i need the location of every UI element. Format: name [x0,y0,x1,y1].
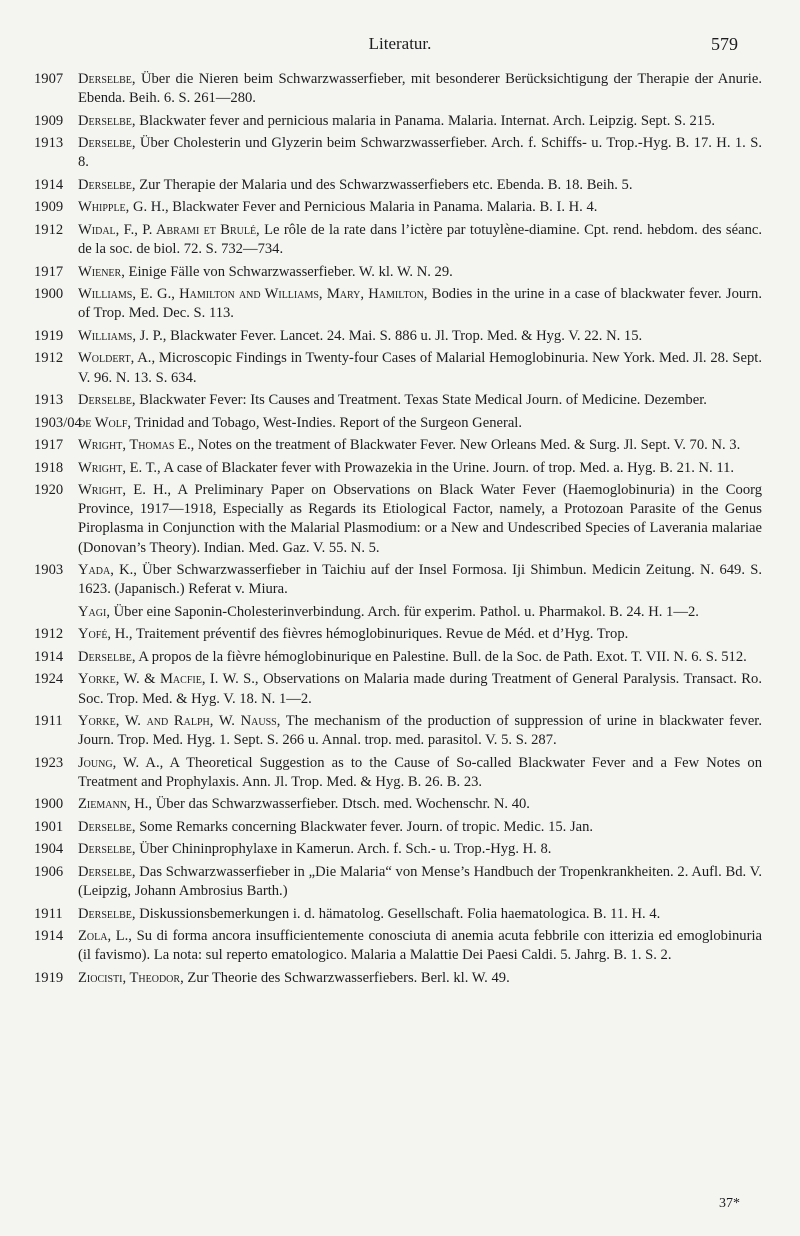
bibliography-entry [34,436,762,455]
running-title: Literatur. [368,34,432,53]
bibliography-list [34,70,762,991]
entry-author: Derselbe, [78,818,136,835]
bibliography-entry [34,221,762,259]
bibliography-entry [34,391,762,410]
entry-year: 1917 [34,263,64,280]
entry-author: Derselbe, [78,648,136,665]
bibliography-entry [34,927,762,965]
entry-year: 1914 [34,928,64,945]
bibliography-entry [34,198,762,217]
entry-text: Blackwater Fever. Lancet. 24. Mai. S. 886 u. Jl. Trop. Med. & Hyg. V. 22. N. 15. [170,327,643,344]
entry-text: A propos de la fièvre hémoglobinurique en Palestine. Bull. de la Soc. de Path. Exot. T. VII. N. 6. S. 512. [138,648,747,665]
entry-author: Derselbe, [78,176,136,193]
entry-year: 1913 [34,135,64,152]
entry-author: Derselbe, [78,841,136,858]
entry-author: Woldert, A., [78,350,156,367]
entry-year: 1909 [34,112,64,129]
bibliography-entry [34,327,762,346]
entry-text: Über Chininprophylaxe in Kamerun. Arch. f. Sch.- u. Trop.-Hyg. H. 8. [139,841,552,858]
entry-text: Blackwater Fever and Pernicious Malaria in Panama. Malaria. B. I. H. 4. [172,199,598,216]
signature-mark: 37* [719,1196,740,1211]
entry-text: Blackwater fever and pernicious malaria in Panama. Malaria. Internat. Arch. Leipzig. Sept. S. 215. [139,112,716,129]
entry-author: Yorke, W. & Macfie, I. W. S., [78,671,259,688]
entry-author: Wiener, [78,263,125,280]
entry-author: Derselbe, [78,863,136,880]
entry-author: Joung, W. A., [78,754,164,771]
entry-author: Wright, Thomas E., [78,437,195,454]
entry-text: A Theoretical Suggestion as to the Cause of So-called Blackwater Fever and a Few Notes on Treatment and Prophylaxis. Ann. Jl. Trop. Med. & Hyg. B. 26. B. 23. [78,754,762,790]
bibliography-entry [34,625,762,644]
entry-author: Ziemann, H., [78,796,153,813]
entry-year: 1912 [34,350,64,367]
entry-text: A case of Blackater fever with Prowazekia in the Urine. Journ. of trop. Med. a. Hyg. B. 21. N. 11. [163,459,735,476]
entry-year: 1918 [34,459,64,476]
entry-author: Derselbe, [78,905,136,922]
bibliography-entry [34,670,762,708]
entry-text: Zur Therapie der Malaria und des Schwarzwasserfiebers etc. Ebenda. B. 18. Beih. 5. [139,176,633,193]
bibliography-entry [34,349,762,387]
entry-text: Blackwater Fever: Its Causes and Treatment. Texas State Medical Journ. of Medicine. Dezember. [139,392,707,409]
bibliography-entry [34,414,762,433]
entry-author: Whipple, G. H., [78,199,169,216]
entry-year: 1919 [34,969,64,986]
bibliography-entry [34,905,762,924]
entry-year: 1909 [34,199,64,216]
bibliography-entry [34,112,762,131]
entry-text: Notes on the treatment of Blackwater Fever. New Orleans Med. & Surg. Jl. Sept. V. 70. N. 3. [197,437,741,454]
bibliography-entry [34,969,762,988]
entry-text: Trinidad and Tobago, West-Indies. Report of the Surgeon General. [134,414,523,431]
entry-text: Zur Theorie des Schwarzwasserfiebers. Berl. kl. W. 49. [187,969,510,986]
entry-year: 1903 [34,562,64,579]
entry-year: 1912 [34,221,64,238]
bibliography-entry [34,561,762,599]
bibliography-entry [34,70,762,108]
entry-author: de Wolf, [78,414,132,431]
entry-year: 1920 [34,482,64,499]
entry-author: Derselbe, [78,392,136,409]
entry-text: The mechanism of the production of suppression of urine in blackwater fever. Journ. Trop. Med. Hyg. 1. Sept. S. 266 u. Annal. trop. med. parasitol. V. 5. S. 287. [78,713,762,749]
entry-text: Le rôle de la rate dans l’ictère par totuylène-diamine. Cpt. rend. hebdom. des séanc. de la soc. de biol. 72. S. 732—734. [78,221,762,258]
bibliography-entry [34,603,762,622]
bibliography-entry [34,648,762,667]
entry-text: Über Cholesterin und Glyzerin beim Schwarzwasserfieber. Arch. f. Schiffs- u. Trop.-Hyg. B. 17. H. 1. S. 8. [78,135,762,171]
entry-year: 1903/04 [34,414,82,431]
entry-author: Derselbe, [78,71,136,87]
bibliography-entry [34,263,762,282]
entry-author: Williams, E. G., Hamilton and Williams, Mary, Hamilton, [78,286,428,303]
entry-year: 1911 [34,905,63,922]
entry-year: 1900 [34,286,64,303]
page-header [0,34,800,58]
entry-author: Wright, E. H., [78,482,171,499]
bibliography-entry [34,840,762,859]
entry-author: Yofé, H., [78,626,133,643]
entry-author: Wright, E. T., [78,459,161,476]
bibliography-entry [34,863,762,901]
entry-text: Observations on Malaria made during Treatment of General Paralysis. Transact. Ro. Soc. Trop. Med. & Hyg. V. 18. N. 1—2. [78,671,762,707]
entry-year: 1913 [34,392,64,409]
entry-author: Yada, K., [78,562,137,579]
bibliography-entry [34,176,762,195]
entry-text: Über Schwarzwasserfieber in Taichiu auf der Insel Formosa. Iji Shimbun. Medicin Zeitung. N. 649. S. 1623. (Japanisch.) Referat v. Miura. [78,562,762,598]
entry-year: 1914 [34,648,64,665]
bibliography-entry [34,459,762,478]
entry-year: 1900 [34,796,64,813]
entry-year: 1919 [34,327,64,344]
entry-text: Some Remarks concerning Blackwater fever. Journ. of tropic. Medic. 15. Jan. [139,818,594,835]
entry-text: Einige Fälle von Schwarzwasserfieber. W. kl. W. N. 29. [128,263,453,280]
entry-text: Das Schwarzwasserfieber in „Die Malaria“ von Mense’s Handbuch der Tropenkrankheiten. 2. Aufl. Bd. V. (Leipzig, Johann Ambrosius Barth.) [78,863,762,900]
entry-text: Su di forma ancora insufficientemente conosciuta di anemia acuta febbrile con itterizia ed emoglobinuria (il favismo). La nota: sul reperto ematologico. Malaria a Malattie Dei Paesi Caldi. 5. Jahrg. B. 1. S. 2. [78,928,762,964]
entry-year: 1923 [34,754,64,771]
entry-text: A Preliminary Paper on Observations on Black Water Fever (Haemoglobinuria) in the Coorg Province, 1917—1918, Especially as Regards its Etiological Factor, namely, a Protozoan Parasite of the Genus Piroplasma in Conjunction with the Malarial Plasmodium: or a New and Undescribed Species of Laverania malariae (Donovan’s Theory). Indian. Med. Gaz. V. 55. N. 5. [78,482,763,556]
entry-author: Williams, J. P., [78,327,167,344]
entry-author: Yagi, [78,603,110,620]
entry-author: Widal, F., P. Abrami et Brulé, [78,221,260,238]
entry-year: 1906 [34,863,64,880]
entry-year: 1914 [34,176,64,193]
entry-year: 1912 [34,626,64,643]
entry-author: Derselbe, [78,112,136,129]
entry-text: Über eine Saponin-Cholesterinverbindung. Arch. für experim. Pathol. u. Pharmakol. B. 24. H. 1—2. [113,603,699,620]
page-number: 579 [711,34,738,54]
entry-text: Über die Nieren beim Schwarzwasserfieber, mit besonderer Berücksichtigung der Therapie der Anurie. Ebenda. Beih. 6. S. 261—280. [78,71,762,107]
entry-author: Zola, L., [78,928,132,945]
bibliography-entry [34,795,762,814]
bibliography-entry [34,481,762,558]
bibliography-entry [34,285,762,323]
entry-year: 1911 [34,713,63,730]
entry-year: 1904 [34,841,64,858]
entry-year: 1901 [34,818,64,835]
entry-author: Derselbe, [78,135,136,152]
entry-text: Bodies in the urine in a case of blackwater fever. Journ. of Trop. Med. Dec. S. 113. [78,286,762,322]
bibliography-entry [34,818,762,837]
entry-text: Diskussionsbemerkungen i. d. hämatolog. Gesellschaft. Folia haematologica. B. 11. H. 4. [139,905,661,922]
entry-text: Microscopic Findings in Twenty-four Cases of Malarial Hemoglobinuria. New York. Med. Jl. 28. Sept. V. 96. N. 13. S. 634. [78,350,762,386]
bibliography-entry [34,134,762,172]
entry-text: Über das Schwarzwasserfieber. Dtsch. med. Wochenschr. N. 40. [155,796,530,813]
entry-year: 1907 [34,71,64,87]
entry-author: Ziocisti, Theodor, [78,969,184,986]
entry-author: Yorke, W. and Ralph, W. Nauss, [78,713,281,730]
entry-year: 1917 [34,437,64,454]
entry-text: Traitement préventif des fièvres hémoglobinuriques. Revue de Méd. et d’Hyg. Trop. [135,626,629,643]
bibliography-entry [34,754,762,792]
entry-year: 1924 [34,671,64,688]
bibliography-entry [34,712,762,750]
